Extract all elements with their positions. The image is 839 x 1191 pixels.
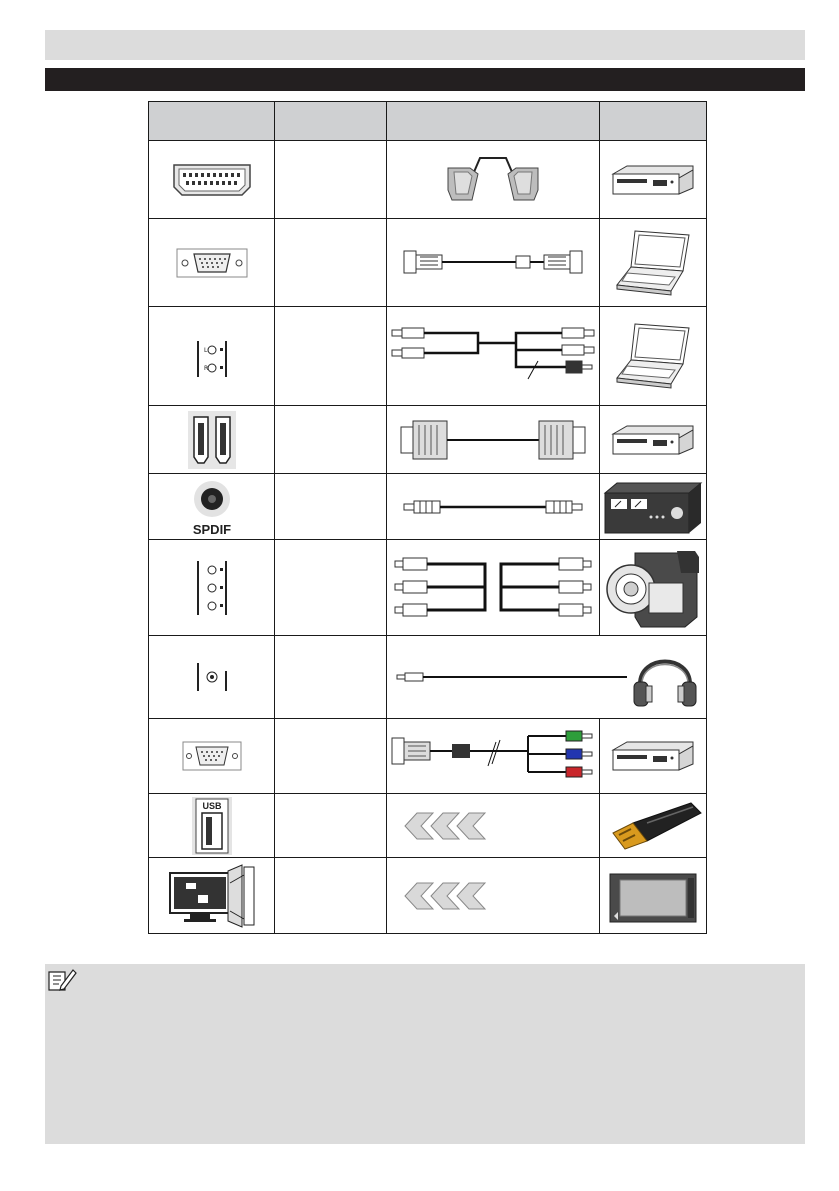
type-cell xyxy=(275,219,387,307)
device-cell xyxy=(600,141,707,219)
headphone-cable-icon xyxy=(395,669,627,685)
type-cell xyxy=(275,307,387,406)
device-cell xyxy=(600,307,707,406)
device-cell xyxy=(600,719,707,794)
cam-module-icon xyxy=(608,868,698,924)
device-cell xyxy=(600,474,707,540)
device-cell xyxy=(600,858,707,934)
connector-cell xyxy=(149,719,275,794)
av-cable-icon xyxy=(393,553,593,623)
cable-cell xyxy=(387,219,600,307)
section-title-bar xyxy=(45,68,805,91)
table-row xyxy=(149,636,707,719)
connector-cell xyxy=(149,141,275,219)
insert-arrows-icon xyxy=(393,881,593,911)
table-row xyxy=(149,406,707,474)
table-row xyxy=(149,474,707,540)
cable-cell xyxy=(387,307,600,406)
audio-y-cable-icon xyxy=(388,321,598,391)
type-cell xyxy=(275,719,387,794)
connector-cell xyxy=(149,474,275,540)
connector-cell xyxy=(149,406,275,474)
svg-text:R: R xyxy=(203,365,208,372)
scart-port-icon xyxy=(170,162,254,198)
table-header-row xyxy=(149,102,707,141)
table-row xyxy=(149,307,707,406)
spdif-port-icon xyxy=(182,477,242,537)
tv-ci-slot-icon xyxy=(162,863,262,929)
cable-cell xyxy=(387,474,600,540)
connector-cell xyxy=(149,307,275,406)
type-cell xyxy=(275,406,387,474)
cable-cell xyxy=(387,141,600,219)
svg-text:L: L xyxy=(203,347,207,354)
cable-cell xyxy=(387,540,600,636)
connector-cell xyxy=(149,794,275,858)
header-cell-connector xyxy=(149,102,275,141)
note-box xyxy=(45,964,805,1144)
dvd-player-icon xyxy=(609,162,697,198)
table-row xyxy=(149,219,707,307)
pencil-note-icon xyxy=(47,966,77,992)
camcorder-icon xyxy=(605,543,701,633)
device-cell xyxy=(600,540,707,636)
hdmi-cable-icon xyxy=(395,415,591,465)
laptop-icon xyxy=(613,320,693,392)
type-cell xyxy=(275,540,387,636)
device-cell xyxy=(600,406,707,474)
device-cell xyxy=(600,219,707,307)
table-row xyxy=(149,858,707,934)
header-cell-type xyxy=(275,102,387,141)
header-cell-cables xyxy=(387,102,600,141)
usb-port-icon xyxy=(192,797,232,855)
dvd-player-icon xyxy=(609,422,697,458)
coaxial-cable-icon xyxy=(398,495,588,519)
type-cell xyxy=(275,858,387,934)
table-row xyxy=(149,141,707,219)
table-row xyxy=(149,794,707,858)
connector-cell xyxy=(149,219,275,307)
scart-cable-icon xyxy=(438,150,548,210)
hdmi-ports-icon xyxy=(188,411,236,469)
connections-table xyxy=(148,101,707,934)
connector-cell xyxy=(149,636,275,719)
headphone-port-icon xyxy=(192,661,232,693)
cable-cell xyxy=(387,719,600,794)
top-band xyxy=(45,30,805,60)
type-cell xyxy=(275,794,387,858)
headphones-icon xyxy=(632,644,698,710)
dvd-player-icon xyxy=(609,738,697,774)
connector-cell xyxy=(149,540,275,636)
insert-arrows-icon xyxy=(393,811,593,841)
table-row xyxy=(149,719,707,794)
pc-audio-input-icon xyxy=(192,339,232,379)
cable-cell xyxy=(387,406,600,474)
type-cell xyxy=(275,636,387,719)
usb-label: USB xyxy=(201,800,222,811)
type-cell xyxy=(275,474,387,540)
device-cell xyxy=(600,794,707,858)
cable-cell xyxy=(387,858,600,934)
vga-cable-icon xyxy=(398,243,588,283)
component-cable-icon xyxy=(388,728,598,784)
usb-stick-icon xyxy=(603,801,703,851)
header-cell-device xyxy=(600,102,707,141)
av-input-icon xyxy=(192,559,232,617)
cable-device-cell xyxy=(387,636,707,719)
table-row xyxy=(149,540,707,636)
component-vga-port-icon xyxy=(182,741,242,771)
vga-port-icon xyxy=(176,248,248,278)
audio-amplifier-icon xyxy=(603,479,703,535)
connector-cell xyxy=(149,858,275,934)
type-cell xyxy=(275,141,387,219)
laptop-icon xyxy=(613,227,693,299)
spdif-label: SPDIF xyxy=(192,521,231,537)
cable-cell xyxy=(387,794,600,858)
